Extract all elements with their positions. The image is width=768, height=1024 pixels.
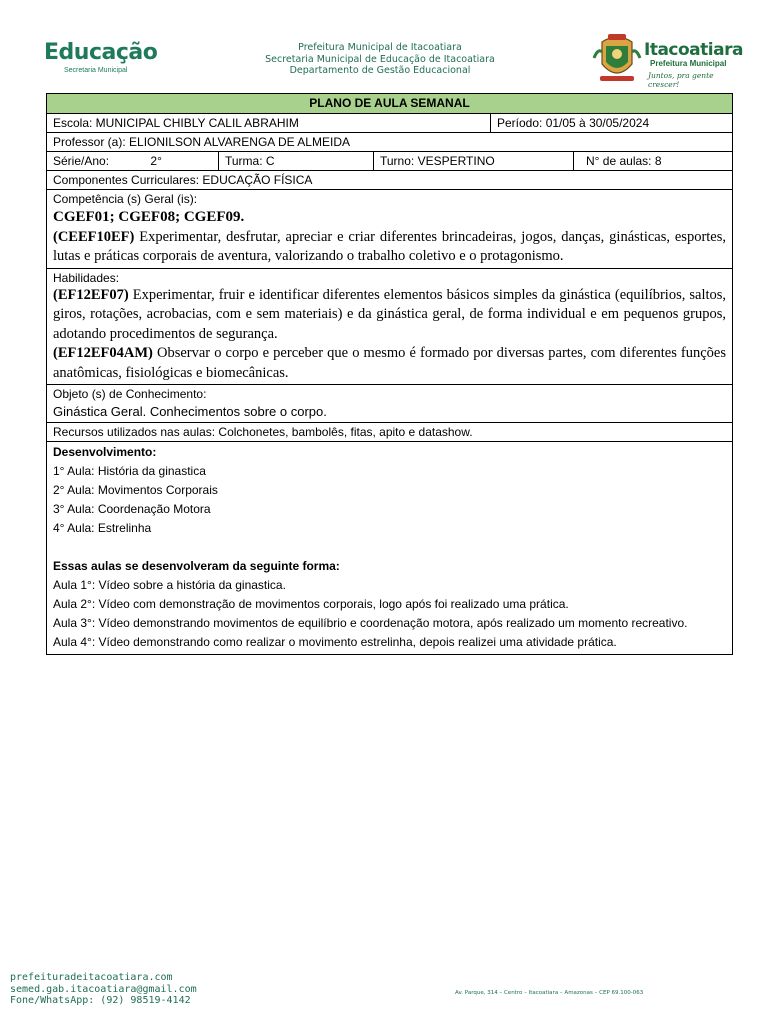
knowledge-object-text: Ginástica Geral. Conhecimentos sobre o corpo. <box>53 404 327 419</box>
header-text <box>230 42 530 77</box>
method-item: Aula 4°: Vídeo demonstrando como realizar o movimento estrelinha, depois realizei uma atividade prática. <box>53 635 617 649</box>
competencies-codes: CGEF01; CGEF08; CGEF09. <box>53 209 245 225</box>
skill-2 <box>53 344 726 383</box>
skills-label: Habilidades: <box>53 270 120 285</box>
development-label: Desenvolvimento: <box>53 445 157 459</box>
competency-code: (CEEF10EF) <box>53 228 135 245</box>
competencies-cell <box>47 190 733 269</box>
method-item: Aula 1°: Vídeo sobre a história da ginastica. <box>53 578 286 592</box>
itacoatiara-logo-title: Itacoatiara <box>644 40 743 60</box>
knowledge-object-cell <box>47 385 733 423</box>
shift-cell: Turno: VESPERTINO <box>374 152 574 171</box>
itacoatiara-logo-slogan: Juntos, pra gente crescer! <box>648 71 714 89</box>
footer-email-link[interactable]: semed.gab.itacoatiara@gmail.com <box>10 983 197 995</box>
header-line-3: Departamento de Gestão Educacional <box>289 65 471 76</box>
skill-1-text: Experimentar, fruir e identificar diferentes elementos básicos simples da ginástica (equilíbrios, saltos, giros, rotações, acrobacias, com e sem materiais) e da ginástica geral, de forma individual e em pequenos grupos, adotando procedimentos de segurança. <box>53 286 727 342</box>
grade-label: Série/Ano: <box>53 154 110 168</box>
itacoatiara-logo-subtitle: Prefeitura Municipal <box>650 59 727 68</box>
method-item: Aula 3°: Vídeo demonstrando movimentos de equilíbrio e coordenação motora, após realizado um momento recreativo. <box>53 616 688 630</box>
method-label: Essas aulas se desenvolveram da seguinte forma: <box>53 559 340 573</box>
city-crest-icon <box>592 28 642 88</box>
competency-description <box>53 228 726 267</box>
footer-address: Av. Parque, 314 – Centro – Itacoatiara – Amazonas – CEP 69.100-063 <box>455 990 644 996</box>
header-line-2: Secretaria Municipal de Educação de Itacoatiara <box>265 53 495 65</box>
school-cell: Escola: MUNICIPAL CHIBLY CALIL ABRAHIM <box>47 114 491 133</box>
competency-text: Experimentar, desfrutar, apreciar e criar diferentes brincadeiras, jogos, danças, ginásticas, esportes, lutas e práticas corporais de aventura, valorizando o trabalho coletivo e o protagonismo. <box>53 228 727 264</box>
teacher-cell: Professor (a): ELIONILSON ALVARENGA DE ALMEIDA <box>47 133 733 152</box>
method-item: Aula 2°: Vídeo com demonstração de movimentos corporais, logo após foi realizado uma prática. <box>53 597 569 611</box>
resources-cell: Recursos utilizados nas aulas: Colchonetes, bambolês, fitas, apito e datashow. <box>47 423 733 442</box>
lesson-plan-table <box>46 93 733 655</box>
lesson-item: 3° Aula: Coordenação Motora <box>53 502 211 516</box>
plan-title: PLANO DE AULA SEMANAL <box>47 94 733 114</box>
header-line-1: Prefeitura Municipal de Itacoatiara <box>298 42 462 53</box>
skill-1 <box>53 286 726 345</box>
skill-2-code: (EF12EF04AM) <box>53 345 153 361</box>
footer-website-link[interactable]: prefeituradeitacoatiara.com <box>10 972 173 983</box>
footer-phone: Fone/WhatsApp: (92) 98519-4142 <box>10 995 191 1006</box>
class-cell: Turma: C <box>219 152 374 171</box>
skill-2-text: Observar o corpo e perceber que o mesmo é formado por diversas partes, com diferentes funções anatômicas, fisiológicas e biomecânicas. <box>53 345 727 381</box>
grade-cell <box>47 152 219 171</box>
period-cell: Período: 01/05 à 30/05/2024 <box>491 114 733 133</box>
footer-contacts <box>10 972 197 1007</box>
lesson-item: 2° Aula: Movimentos Corporais <box>53 483 218 497</box>
educacao-logo <box>44 40 158 74</box>
grade-value: 2° <box>150 154 162 168</box>
lesson-item: 4° Aula: Estrelinha <box>53 521 152 535</box>
lessons-count-cell: N° de aulas: 8 <box>574 152 733 171</box>
educacao-logo-subtitle: Secretaria Municipal <box>64 67 128 74</box>
skill-1-code: (EF12EF07) <box>53 286 129 303</box>
curricular-components-cell: Componentes Curriculares: EDUCAÇÃO FÍSICA <box>47 171 733 190</box>
lesson-item: 1° Aula: História da ginastica <box>53 464 206 478</box>
competencies-label: Competência (s) Geral (is): <box>53 192 198 206</box>
itacoatiara-logo <box>644 40 743 89</box>
educacao-logo-title: Educação <box>44 40 158 65</box>
knowledge-object-label: Objeto (s) de Conhecimento: <box>53 387 207 401</box>
skills-cell <box>47 268 733 385</box>
development-cell <box>47 442 733 655</box>
